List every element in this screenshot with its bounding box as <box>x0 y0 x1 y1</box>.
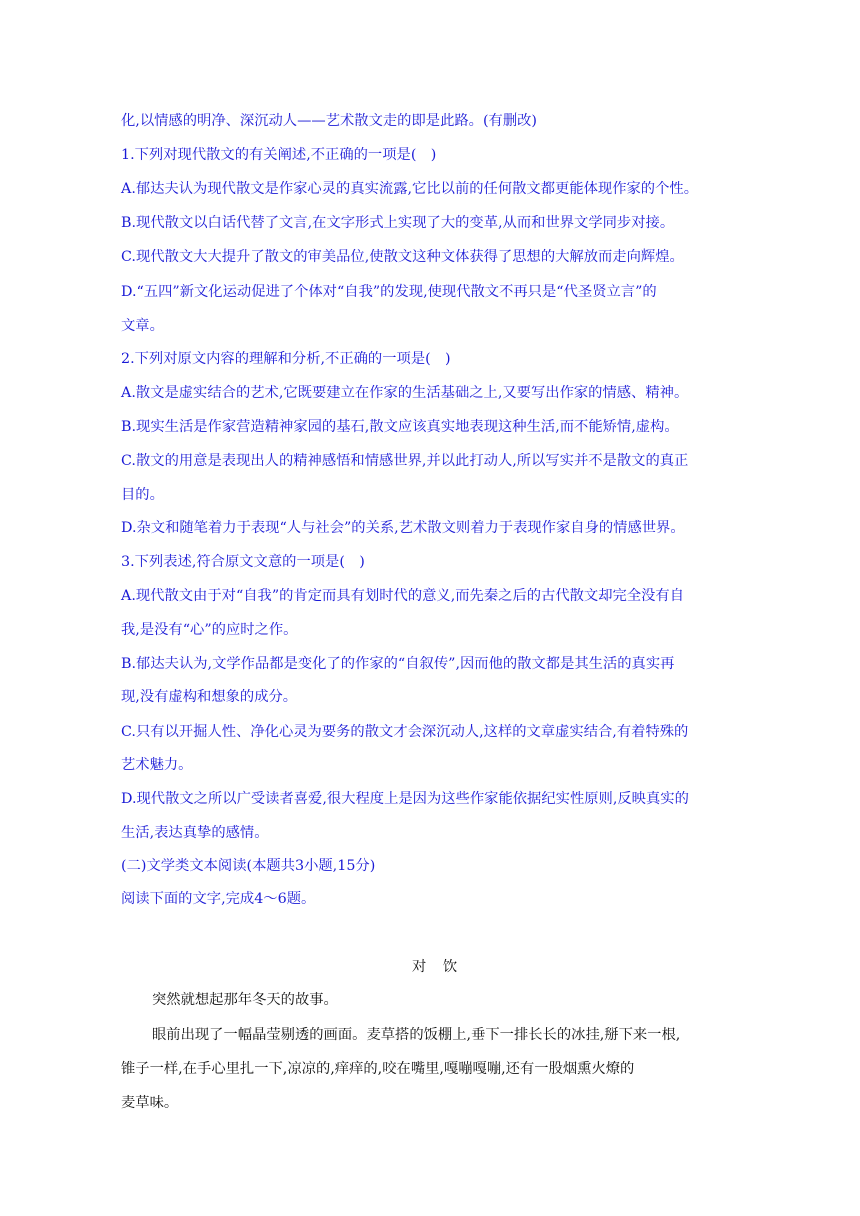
story-paragraph-cont: 麦草味。 <box>121 1095 179 1111</box>
question-3-option-a-cont: 我,是没有“心”的应时之作。 <box>121 622 298 638</box>
question-2-option-a: A.散文是虚实结合的艺术,它既要建立在作家的生活基础之上,又要写出作家的情感、精神。 <box>121 385 689 401</box>
story-paragraph: 突然就想起那年冬天的故事。 <box>152 992 338 1008</box>
question-2-stem: 2.下列对原文内容的理解和分析,不正确的一项是( ) <box>121 351 451 367</box>
question-3-option-a: A.现代散文由于对“自我”的肯定而具有划时代的意义,而先秦之后的古代散文却完全没有自 <box>121 588 685 604</box>
question-3-option-d: D.现代散文之所以广受读者喜爱,很大程度上是因为这些作家能依据纪实性原则,反映真实的 <box>121 791 689 807</box>
question-3-option-b: B.郁达夫认为,文学作品都是变化了的作家的“自叙传”,因而他的散文都是其生活的真实再 <box>121 656 675 672</box>
question-3-stem: 3.下列表述,符合原文文意的一项是( ) <box>121 554 365 570</box>
text-line: 化,以情感的明净、深沉动人——艺术散文走的即是此路。(有删改) <box>121 113 538 129</box>
question-1-option-d-cont: 文章。 <box>121 318 164 334</box>
question-3-option-b-cont: 现,没有虚构和想象的成分。 <box>121 689 298 705</box>
question-2-option-d: D.杂文和随笔着力于表现“人与社会”的关系,艺术散文则着力于表现作家自身的情感世界。 <box>121 520 685 536</box>
question-1-stem: 1.下列对现代散文的有关阐述,不正确的一项是( ) <box>121 147 437 163</box>
question-3-option-d-cont: 生活,表达真挚的感情。 <box>121 825 269 841</box>
question-1-option-b: B.现代散文以白话代替了文言,在文字形式上实现了大的变革,从而和世界文学同步对接。 <box>121 215 675 231</box>
question-2-option-c: C.散文的用意是表现出人的精神感悟和情感世界,并以此打动人,所以写实并不是散文的真正 <box>121 453 689 469</box>
question-1-option-a: A.郁达夫认为现代散文是作家心灵的真实流露,它比以前的任何散文都更能体现作家的个性。 <box>121 181 698 197</box>
question-2-option-c-cont: 目的。 <box>121 487 164 503</box>
question-1-option-d: D.“五四”新文化运动促进了个体对“自我”的发现,使现代散文不再只是“代圣贤立言”的 <box>121 284 657 300</box>
question-3-option-c-cont: 艺术魅力。 <box>121 757 193 773</box>
section-heading: (二)文学类文本阅读(本题共3小题,15分) <box>121 858 376 874</box>
question-2-option-b: B.现实生活是作家营造精神家园的基石,散文应该真实地表现这种生活,而不能矫情,虚构。 <box>121 419 679 435</box>
story-title: 对 饮 <box>412 959 464 975</box>
question-3-option-c: C.只有以开掘人性、净化心灵为要务的散文才会深沉动人,这样的文章虚实结合,有着特殊的 <box>121 724 689 740</box>
story-paragraph-cont: 锥子一样,在手心里扎一下,凉凉的,痒痒的,咬在嘴里,嘎嘣嘎嘣,还有一股烟熏火燎的 <box>121 1061 635 1077</box>
reading-instruction: 阅读下面的文字,完成4～6题。 <box>121 891 316 907</box>
question-1-option-c: C.现代散文大大提升了散文的审美品位,使散文这种文体获得了思想的大解放而走向辉煌。 <box>121 249 684 265</box>
story-paragraph: 眼前出现了一幅晶莹剔透的画面。麦草搭的饭棚上,垂下一排长长的冰挂,掰下来一根, <box>152 1027 681 1043</box>
